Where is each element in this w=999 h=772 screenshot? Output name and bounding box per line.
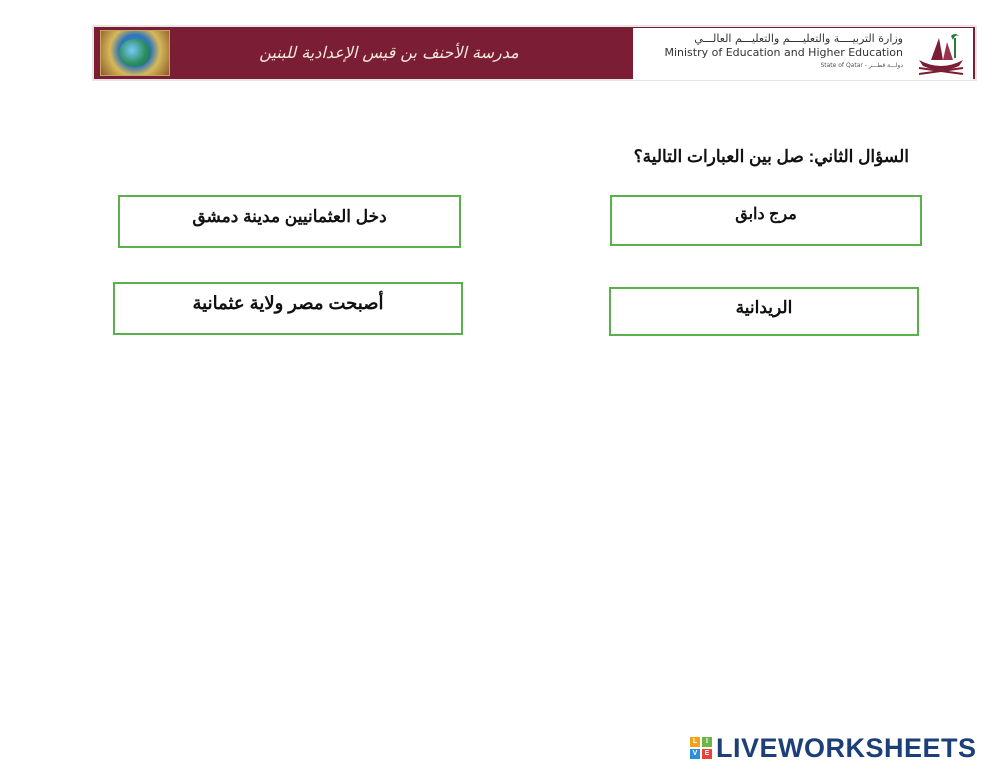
match-box-right-2[interactable]: الريدانية xyxy=(609,287,919,336)
liveworksheets-wordmark: LIVEWORKSHEETS xyxy=(716,732,977,763)
match-box-right-1[interactable]: مرج دابق xyxy=(610,195,922,246)
ministry-name-english: Ministry of Education and Higher Education xyxy=(664,46,903,59)
logo-letter-e: E xyxy=(702,749,712,759)
logo-letter-i: I xyxy=(702,737,712,747)
logo-letter-l: L xyxy=(690,737,700,747)
match-box-left-2[interactable]: أصبحت مصر ولاية عثمانية xyxy=(113,282,463,335)
school-emblem-icon xyxy=(100,30,170,76)
qatar-emblem-icon xyxy=(913,30,969,78)
liveworksheets-logo xyxy=(690,733,977,763)
logo-letter-v: V xyxy=(690,749,700,759)
liveworksheets-grid-icon xyxy=(690,737,712,759)
school-name: مدرسة الأحنف بن قيس الإعدادية للبنين xyxy=(259,43,519,62)
state-name: State of Qatar - دولـــة قطـــر xyxy=(820,62,903,69)
header-banner xyxy=(92,25,977,81)
question-title: السؤال الثاني: صل بين العبارات التالية؟ xyxy=(633,147,909,166)
ministry-name-arabic: وزارة التربيــــة والتعليــــم والتعليـــم العالـــي xyxy=(694,32,903,45)
ministry-logo-panel xyxy=(633,28,973,80)
match-box-left-1[interactable]: دخل العثمانيين مدينة دمشق xyxy=(118,195,461,248)
